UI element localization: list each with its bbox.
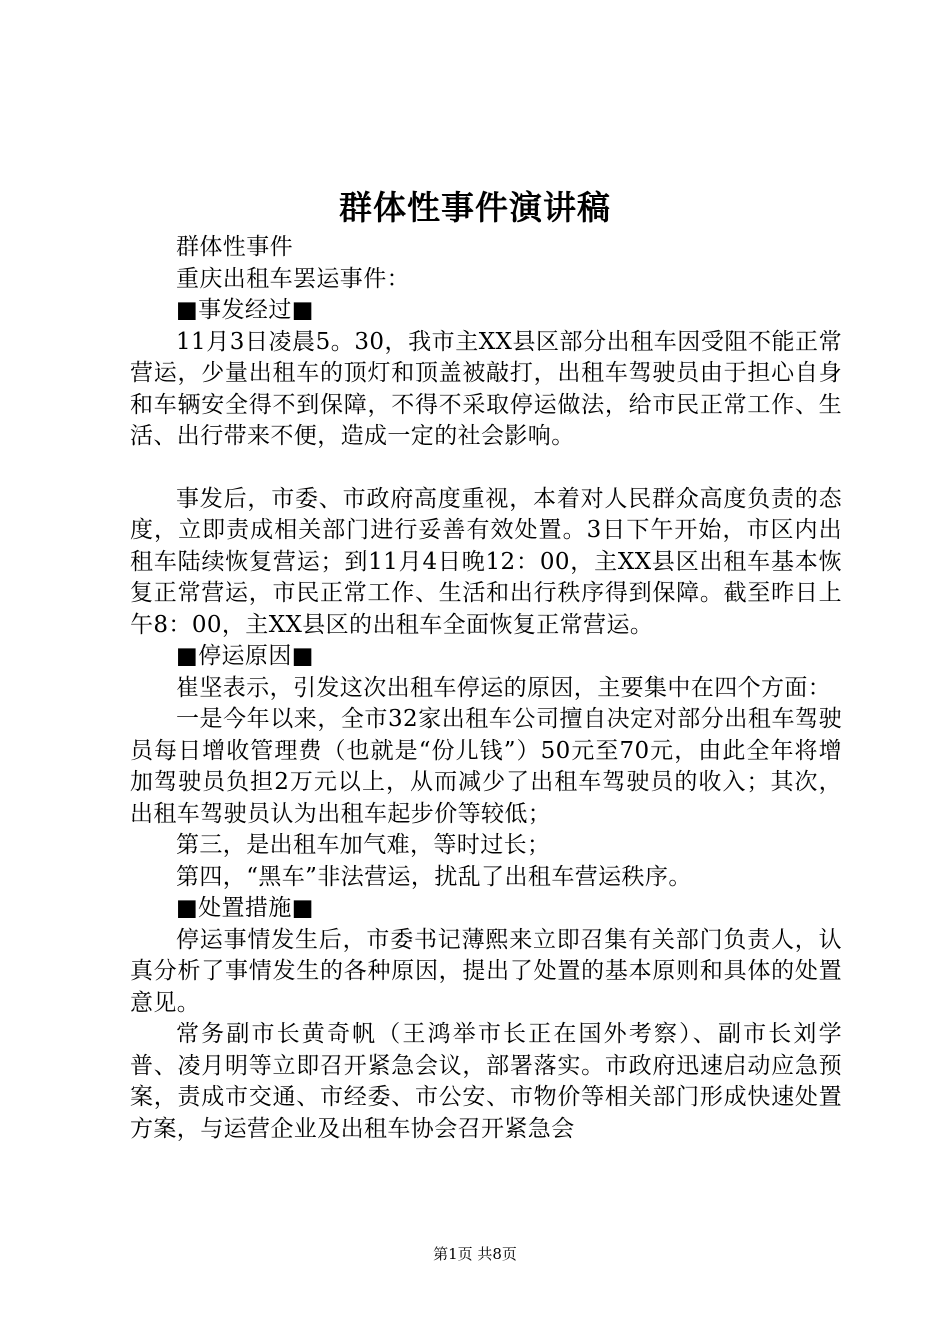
paragraph-reason-one: 一是今年以来，全市32家出租车公司擅自决定对部分出租车驾驶员每日增收管理费（也就是“份儿钱”）50元至70元，由此全年将增加驾驶员负担2万元以上，从而减少了出租车驾驶员的收入；其次，出租车驾驶员认为出租车起步价等较低； — [130, 706, 842, 827]
paragraph-course: 11月3日凌晨5。30，我市主XX县区部分出租车因受阻不能正常营运，少量出租车的顶灯和顶盖被敲打，出租车驾驶员由于担心自身和车辆安全得不到保障，不得不采取停运做法，给市民正常工作、生活、出行带来不便，造成一定的社会影响。 — [130, 328, 842, 449]
page-footer: 第1页 共8页 — [433, 1245, 517, 1263]
document-title: 群体性事件演讲稿 — [339, 188, 611, 227]
paragraph-measures-two: 常务副市长黄奇帆（王鸿举市长正在国外考察）、副市长刘学普、凌月明等立即召开紧急会议，部署落实。市政府迅速启动应急预案，责成市交通、市经委、市公安、市物价等相关部门形成快速处置方案，与运营企业及出租车协会召开紧急会 — [130, 1021, 842, 1142]
paragraph-reasons-intro: 崔坚表示，引发这次出租车停运的原因，主要集中在四个方面： — [176, 674, 832, 701]
paragraph-subtitle: 重庆出租车罢运事件： — [176, 265, 410, 292]
paragraph-reason-three: 第三，是出租车加气难，等时过长； — [176, 832, 551, 858]
section-heading-course: ■事发经过■ — [176, 297, 314, 323]
section-heading-reasons: ■停运原因■ — [176, 643, 314, 669]
section-heading-measures: ■处置措施■ — [176, 895, 314, 921]
paragraph-reason-four: 第四，“黑车”非法营运，扰乱了出租车营运秩序。 — [176, 863, 692, 890]
document-body — [130, 232, 842, 1145]
paragraph-heading-event: 群体性事件 — [176, 234, 293, 260]
paragraph-measures-one: 停运事情发生后，市委书记薄熙来立即召集有关部门负责人，认真分析了事情发生的各种原因，提出了处置的基本原则和具体的处置意见。 — [130, 926, 842, 1016]
paragraph-aftermath: 事发后，市委、市政府高度重视，本着对人民群众高度负责的态度，立即责成相关部门进行妥善有效处置。3日下午开始，市区内出租车陆续恢复营运；到11月4日晚12：00，主XX县区出租车基本恢复正常营运，市民正常工作、生活和出行秩序得到保障。截至昨日上午8：00，主XX县区的出租车全面恢复正常营运。 — [130, 485, 842, 638]
